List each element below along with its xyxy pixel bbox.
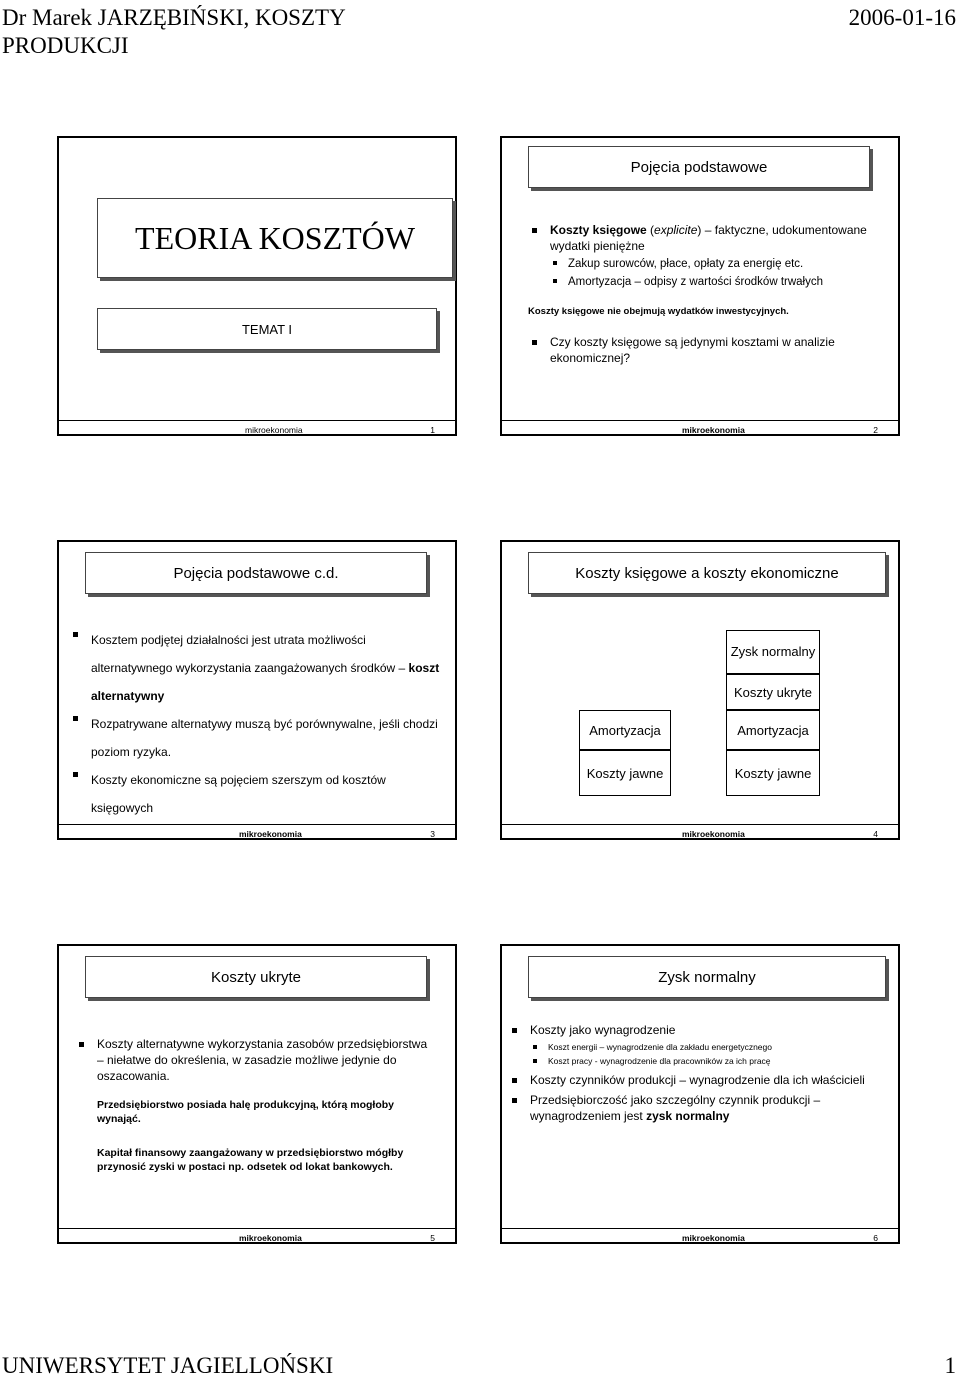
left-box-amortyzacja: Amortyzacja	[579, 710, 671, 750]
slide-footer	[59, 420, 455, 435]
slide-5	[57, 944, 457, 1244]
slide-body	[75, 1036, 435, 1174]
footer-label: mikroekonomia	[239, 1233, 302, 1243]
slide-number: 6	[873, 1233, 878, 1243]
footer-label: mikroekonomia	[682, 829, 745, 839]
note-text: Przedsiębiorstwo posiada halę produkcyjną, którą mogłoby wynająć.	[97, 1099, 394, 1125]
slide-title: Pojęcia podstawowe c.d.	[173, 564, 339, 582]
right-box-zysk-normalny: Zysk normalny	[726, 630, 820, 674]
slide-number: 4	[873, 829, 878, 839]
bullet-item: Koszty ekonomiczne są pojęciem szerszym od kosztów księgowych	[69, 766, 449, 822]
slide-title-box	[85, 956, 427, 998]
slide-title: Zysk normalny	[658, 968, 756, 986]
page-header-date: 2006-01-16	[848, 5, 956, 30]
sub-bullet-item: Koszt pracy - wynagrodzenie dla pracowników za ich pracę	[530, 1054, 888, 1068]
slide-2	[500, 136, 900, 436]
slide-subtitle-box	[97, 308, 437, 350]
right-box-koszty-jawne: Koszty jawne	[726, 750, 820, 796]
footer-label: mikroekonomia	[239, 829, 302, 839]
bullet-item: Koszty czynników produkcji – wynagrodzenie dla ich właścicieli	[508, 1072, 888, 1088]
bullet-item: Koszty alternatywne wykorzystania zasobów przedsiębiorstwa – niełatwe do określenia, w zasadzie możliwe jedynie do oszacowania.	[75, 1036, 435, 1084]
slide-title: Pojęcia podstawowe	[630, 158, 768, 176]
slide-number: 5	[430, 1233, 435, 1243]
slide-footer	[59, 824, 455, 839]
bullet-item: Przedsiębiorczość jako szczególny czynnik produkcji – wynagrodzeniem jest zysk normalny	[508, 1092, 888, 1124]
slide-title-box	[97, 198, 453, 278]
slide-number: 2	[873, 425, 878, 435]
sub-bullet-item: Koszt energii – wynagrodzenie dla zakładu energetycznego	[530, 1040, 888, 1054]
slide-title-box	[85, 552, 427, 594]
slide-title-box	[528, 146, 870, 188]
left-box-koszty-jawne: Koszty jawne	[579, 750, 671, 796]
slide-footer	[59, 1228, 455, 1243]
note-text: Koszty księgowe nie obejmują wydatków inwestycyjnych.	[528, 306, 789, 317]
slide-title-box	[528, 956, 886, 998]
bullet-item: Koszty jako wynagrodzenie	[508, 1022, 888, 1038]
slide-body	[528, 222, 878, 366]
bullet-item: Koszty księgowe (explicite) – faktyczne, udokumentowane wydatki pieniężne	[528, 222, 878, 254]
bullet-item: Czy koszty księgowe są jedynymi kosztami w analizie ekonomicznej?	[528, 334, 878, 366]
note-text: Kapitał finansowy zaangażowany w przedsiębiorstwo mógłby przynosić zyski w postaci np. odsetek od lokat bankowych.	[97, 1147, 404, 1173]
slide-body	[508, 1022, 888, 1124]
footer-label: mikroekonomia	[682, 1233, 745, 1243]
sub-bullet-item: Zakup surowców, płace, opłaty za energię etc.	[550, 256, 878, 272]
sub-bullet-item: Amortyzacja – odpisy z wartości środków trwałych	[550, 274, 878, 290]
slide-6	[500, 944, 900, 1244]
slide-number: 1	[430, 425, 435, 435]
slide-body	[69, 626, 449, 822]
slide-title: Koszty ukryte	[210, 968, 302, 986]
slide-subtitle: TEMAT I	[241, 321, 293, 337]
slide-footer	[502, 1228, 898, 1243]
right-box-amortyzacja: Amortyzacja	[726, 710, 820, 750]
slide-number: 3	[430, 829, 435, 839]
slide-title: Koszty księgowe a koszty ekonomiczne	[575, 564, 839, 582]
page-footer-page-number: 1	[944, 1353, 956, 1378]
footer-label: mikroekonomia	[682, 425, 745, 435]
slide-footer	[502, 824, 898, 839]
slide-1	[57, 136, 457, 436]
right-box-koszty-ukryte: Koszty ukryte	[726, 674, 820, 710]
slide-footer	[502, 420, 898, 435]
page-footer-university: UNIWERSYTET JAGIELLOŃSKI	[2, 1353, 334, 1378]
slide-title: TEORIA KOSZTÓW	[135, 219, 415, 256]
footer-label: mikroekonomia	[245, 425, 303, 435]
slide-4	[500, 540, 900, 840]
bullet-item: Rozpatrywane alternatywy muszą być porównywalne, jeśli chodzi poziom ryzyka.	[69, 710, 449, 766]
bullet-item: Kosztem podjętej działalności jest utrata możliwości alternatywnego wykorzystania zaangażowanych środków – koszt alternatywny	[69, 626, 449, 710]
slide-title-box	[528, 552, 886, 594]
page-header-title: Dr Marek JARZĘBIŃSKI, KOSZTY PRODUKCJI	[2, 5, 345, 58]
slide-3	[57, 540, 457, 840]
